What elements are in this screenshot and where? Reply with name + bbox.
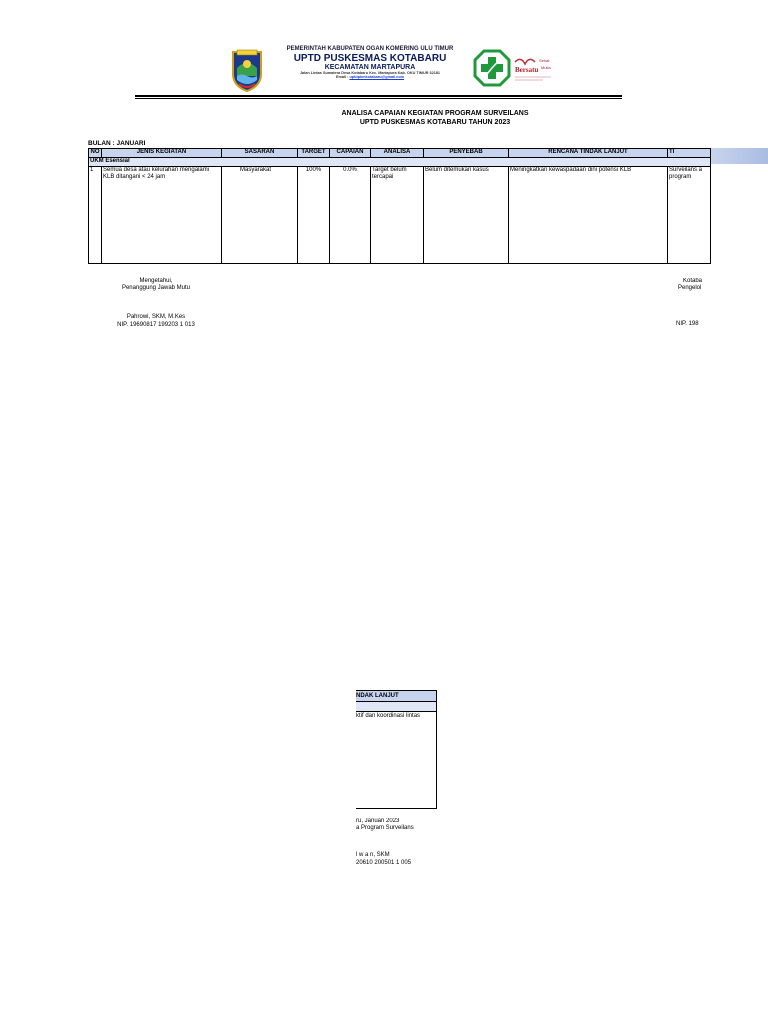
cell-rencana: Meningkatkan kewaspadaan dini potensi KLB: [509, 167, 668, 264]
sig-right-line1: Kotaba: [683, 278, 703, 284]
letterhead-divider: [135, 95, 622, 99]
header-no: NO: [89, 149, 102, 158]
cell-kegiatan: Semua desa atau kelurahan mengalami KLB ditangani < 24 jam: [102, 167, 222, 264]
puskesmas-logo-icon: [473, 49, 511, 87]
slogan-logo-icon: [513, 52, 553, 84]
cell-no: 1: [89, 167, 102, 264]
overflow-sig-line2: a Program Surveilans: [356, 825, 414, 832]
month-label: BULAN : JANUARI: [88, 140, 146, 147]
sig-left-name: Pahrowi, SKM, M.Kes: [126, 314, 186, 321]
header-tindak: TI: [668, 149, 711, 158]
analysis-table: [88, 148, 711, 264]
cell-tindak: Surveilans a program: [668, 167, 711, 264]
header-capaian: CAPAIAN: [330, 149, 371, 158]
overflow-sig-nip: 20610 200501 1 005: [356, 859, 412, 866]
overflow-section: [356, 702, 436, 712]
sig-left-nip: NIP. 19690817 199203 1 013: [117, 321, 195, 328]
overflow-table: [356, 690, 437, 809]
sig-left-line2: Penanggung Jawab Mutu: [121, 285, 191, 292]
svg-text:Bersatu: Bersatu: [515, 66, 539, 74]
signature-left: [88, 278, 224, 329]
cell-capaian: 0.0%: [330, 167, 371, 264]
decorative-bar: [709, 148, 768, 164]
header-jenis-kegiatan: JENIS KEGIATAN: [102, 149, 222, 158]
header-analisa: ANALISA: [371, 149, 424, 158]
district-name: KECAMATAN MARTAPURA: [324, 63, 416, 71]
sig-right-nip: NIP. 198: [676, 321, 699, 328]
cell-sasaran: Masyarakat: [222, 167, 298, 264]
signature-right: [676, 278, 716, 329]
overflow-cell: ktif dan koordinasi lintas: [356, 713, 421, 719]
section-label: UKM Esensial: [89, 158, 711, 167]
sig-right-line2: Pengelol: [678, 285, 702, 292]
institution-address: Jalan Lintas Sumatera Desa Kotabaru Kec. Martapura Kab. OKU TIMUR 32181: [299, 71, 441, 76]
overflow-header: NDAK LANJUT: [356, 690, 436, 702]
sig-left-line1: Mengetahui,: [139, 278, 173, 284]
institution-name: UPTD PUSKESMAS KOTABARU: [293, 52, 447, 64]
overflow-signature: [356, 818, 476, 867]
report-subtitle: UPTD PUSKESMAS KOTABARU TAHUN 2023: [359, 119, 511, 126]
header-penyebab: PENYEBAB: [424, 149, 509, 158]
government-name: PEMERINTAH KABUPATEN OGAN KOMERING ULU TIMUR: [286, 46, 454, 52]
header-rencana-tindak-lanjut: RENCANA TINDAK LANJUT: [509, 149, 668, 158]
cell-penyebab: Belum ditemukan kasus: [424, 167, 509, 264]
overflow-sig-line1: ru, Januari 2023: [356, 818, 400, 824]
cell-target: 100%: [298, 167, 330, 264]
svg-text:Mulia: Mulia: [541, 65, 551, 70]
cell-analisa: Target belum tercapai: [371, 167, 424, 264]
email-link[interactable]: uptdpkmkotabaru@gmail.com: [349, 75, 405, 80]
section-row: [89, 158, 711, 167]
header-target: TARGET: [298, 149, 330, 158]
letterhead-text: [265, 46, 475, 80]
report-title: ANALISA CAPAIAN KEGIATAN PROGRAM SURVEILANS: [341, 110, 529, 117]
overflow-sig-name: l w a n, SKM: [356, 852, 390, 859]
svg-text:Sehat: Sehat: [539, 58, 550, 63]
regency-emblem-icon: [230, 48, 264, 92]
header-sasaran: SASARAN: [222, 149, 298, 158]
email-label: Email :: [335, 75, 349, 80]
table-row: [89, 167, 711, 264]
table-header-row: [89, 149, 711, 158]
